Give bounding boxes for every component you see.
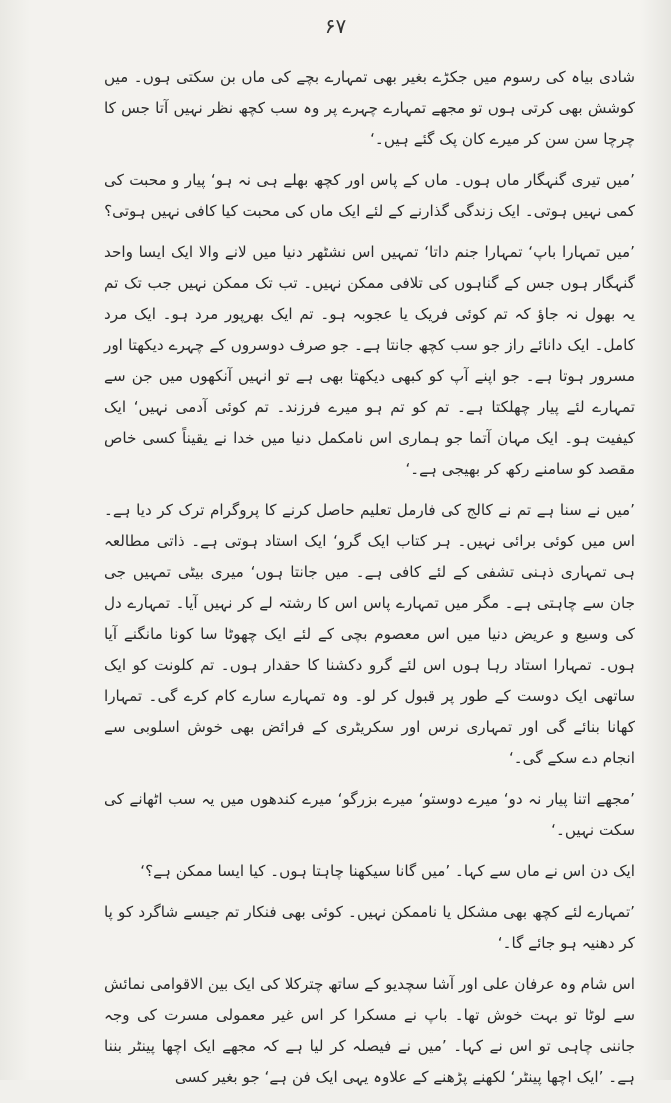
paragraph: ’میں نے سنا ہے تم نے کالج کی فارمل تعلیم حاصل کرنے کا پروگرام ترک کر دیا ہے۔ اس میں کوئی برائی نہیں۔ ہر کتاب ایک گرو‘ ایک استاد ہوتی ہے۔ ذاتی مطالعہ ہی تمہاری ذہنی تشفی کے لئے کافی ہے۔ میں جانتا ہوں‘ میری بیٹی تمہیں جی جان سے چاہتی ہے۔ مگر میں تمہارے پاس اس کا رشتہ لے کر نہیں آیا۔ تمہارے دل کی وسیع و عریض دنیا میں اس معصوم بچی کے لئے ایک چھوٹا سا کونا مانگنے آیا ہوں۔ تمہارا استاد رہا ہوں اس لئے گرو دکشنا کا حقدار ہوں۔ تم کلونت کو ایک ساتھی ایک دوست کے طور پر قبول کر لو۔ وہ تمہارے سارے کام کرے گی۔ تمہارا کھانا بنائے گی اور تمہاری نرس اور سکریٹری کے فرائض بھی خوش اسلوبی سے انجام دے سکے گی۔‘ bbox=[104, 501, 635, 767]
paragraph: ’مجھے اتنا پیار نہ دو‘ میرے دوستو‘ میرے بزرگو‘ میرے کندھوں میں یہ سب اٹھانے کی سکت نہیں۔‘ bbox=[104, 790, 635, 839]
paragraph: ’میں تیری گنہگار ماں ہوں۔ ماں کے پاس اور کچھ بھلے ہی نہ ہو‘ پیار و محبت کی کمی نہیں ہوتی۔ ایک زندگی گذارنے کے لئے ایک ماں کی محبت کیا کافی نہیں ہوتی؟ bbox=[104, 171, 635, 220]
paragraph: اس شام وہ عرفان علی اور آشا سچدیو کے ساتھ چترکلا کی ایک بین الاقوامی نمائش سے لوٹا تو بہت خوش تھا۔ باپ نے مسکرا کر اس غیر معمولی مسرت کی وجہ جاننی چاہی تو اس نے کہا۔ ’میں نے فیصلہ کر لیا ہے کہ مجھے ایک اچھا پینٹر بننا ہے۔ ’ایک اچھا پینٹر‘ لکھنے پڑھنے کے علاوہ یہی ایک فن ہے‘ جو بغیر کسی bbox=[104, 975, 635, 1086]
paragraph: ’تمہارے لئے کچھ بھی مشکل یا ناممکن نہیں۔ کوئی بھی فنکار تم جیسے شاگرد کو پا کر دھنیہ ہو جائے گا۔‘ bbox=[104, 903, 635, 952]
page-number: ۶۷ bbox=[324, 14, 347, 38]
page-body bbox=[104, 62, 635, 1103]
paragraph: شادی بیاہ کی رسوم میں جکڑے بغیر بھی تمہارے بچے کی ماں بن سکتی ہوں۔ میں کوشش بھی کرتی ہوں تو مجھے تمہارے چہرے پر وہ سب کچھ نظر نہیں آتا جس کا چرچا سن سن کر میرے کان پک گئے ہیں۔‘ bbox=[104, 68, 635, 148]
paragraph: ایک دن اس نے ماں سے کہا۔ ’میں گانا سیکھنا چاہتا ہوں۔ کیا ایسا ممکن ہے؟‘ bbox=[140, 862, 635, 880]
paragraph: ’میں تمہارا باپ‘ تمہارا جنم داتا‘ تمہیں اس نشٹھر دنیا میں لانے والا ایک ایسا واحد گنہگار ہوں جس کے گناہوں کی تلافی ممکن نہیں۔ تب تک ممکن نہیں جب تک تم یہ بھول نہ جاؤ کہ تم کوئی فریک یا عجوبہ ہو۔ تم ایک بھرپور مرد ہو۔ ایک مرد کامل۔ ایک دانائے راز جو سب کچھ جانتا ہے۔ جو صرف دوسروں کے چہرے دیکھتا اور مسرور ہوتا ہے۔ جو اپنے آپ کو کبھی دیکھتا بھی ہے تو انہیں آنکھوں میں جن سے تمہارے لئے پیار چھلکتا ہے۔ تم کو تم ہو میرے فرزند۔ تم کوئی آدمی نہیں‘ ایک کیفیت ہو۔ ایک مہان آتما جو ہماری اس نامکمل دنیا میں خدا نے یقیناً کسی خاص مقصد کو سامنے رکھ کر بھیجی ہے۔‘ bbox=[104, 243, 635, 478]
